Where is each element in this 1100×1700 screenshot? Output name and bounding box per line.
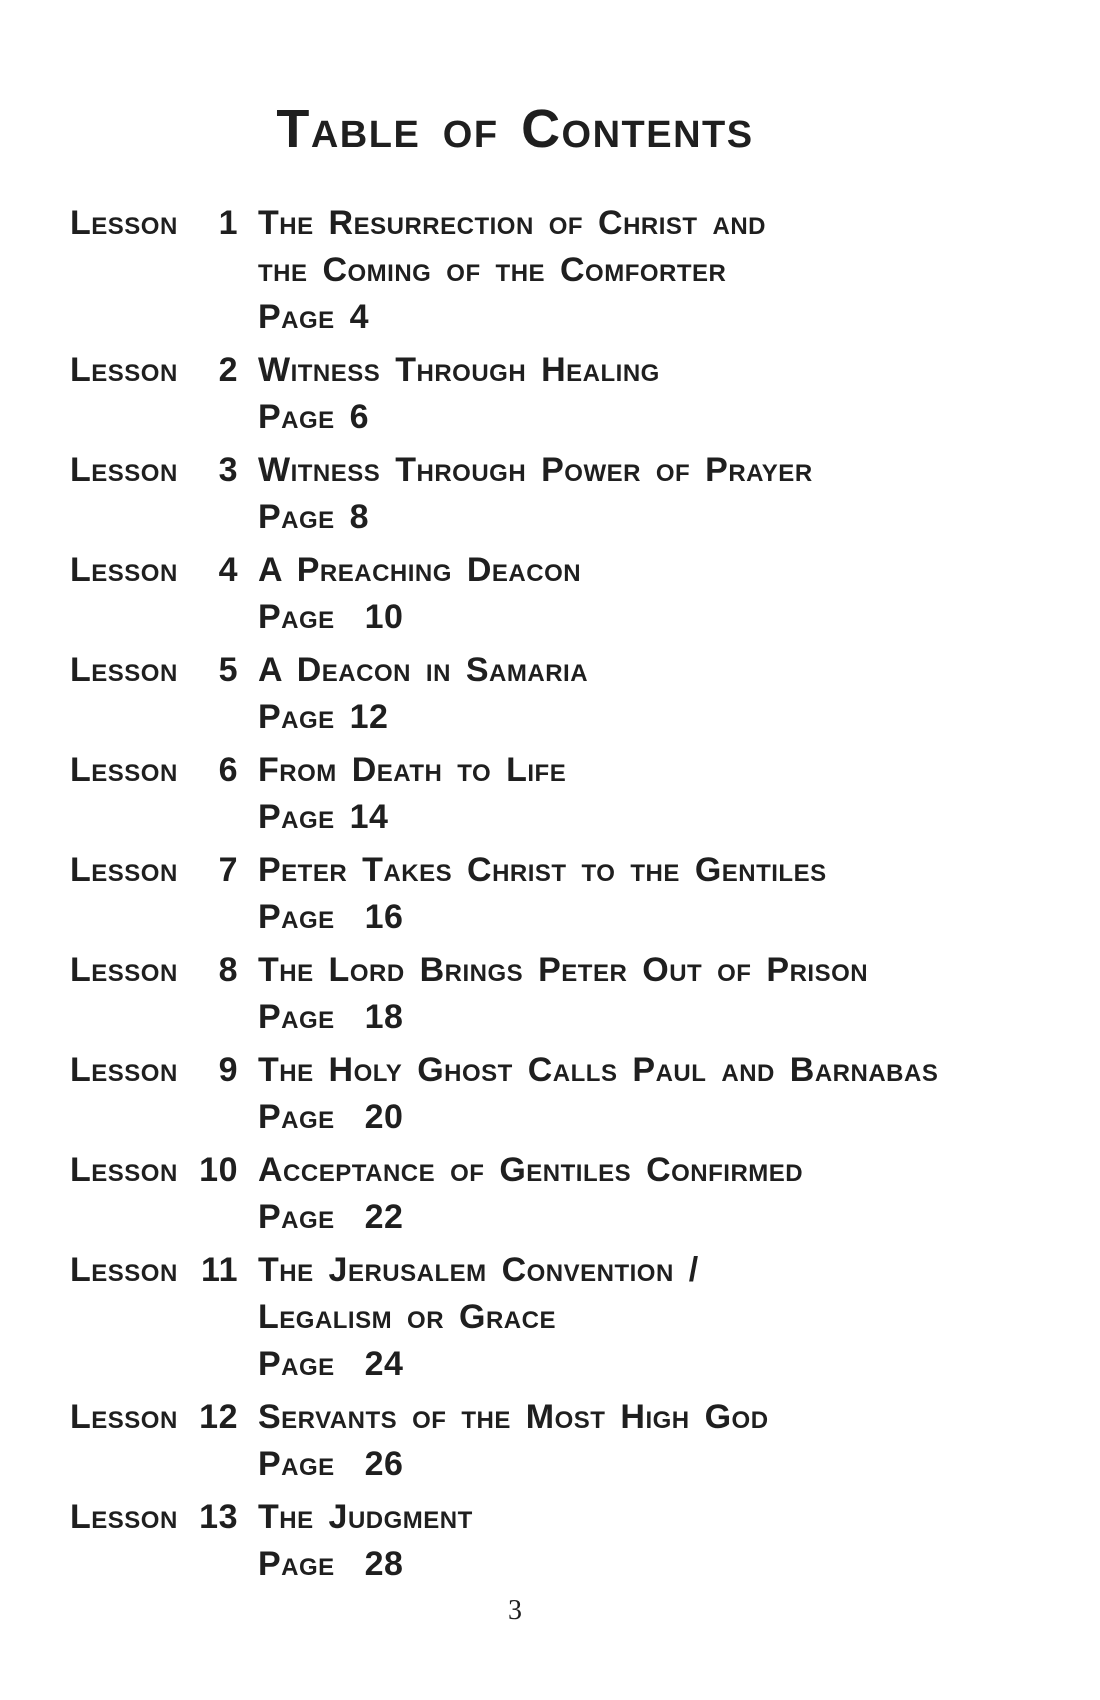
- lesson-entry-body: [242, 547, 1030, 641]
- lesson-number: 13: [199, 1498, 238, 1536]
- lesson-title-line: The Resurrection of Christ and: [258, 204, 767, 242]
- lesson-page-ref: Page 20: [258, 1098, 404, 1136]
- lesson-page-ref: Page 10: [258, 598, 404, 636]
- lesson-number: 7: [218, 851, 238, 889]
- toc-entry: [70, 447, 1030, 541]
- lesson-number: 9: [218, 1051, 238, 1089]
- lesson-page-ref: Page 6: [258, 398, 370, 436]
- lesson-title-line: A Preaching Deacon: [258, 551, 582, 589]
- lesson-label: Lesson: [70, 451, 178, 489]
- lesson-title: [258, 1394, 1030, 1441]
- lesson-label: Lesson: [70, 951, 178, 989]
- toc-entry: [70, 1247, 1030, 1388]
- toc-entry: [70, 347, 1030, 441]
- lesson-label: Lesson: [70, 751, 178, 789]
- lesson-number: 3: [218, 451, 238, 489]
- lesson-page-ref: Page 24: [258, 1345, 404, 1383]
- lesson-label: Lesson: [70, 651, 178, 689]
- lesson-title: [258, 1147, 1030, 1194]
- lesson-number: 11: [201, 1251, 238, 1289]
- lesson-number: 10: [199, 1151, 238, 1189]
- lesson-label: Lesson: [70, 551, 178, 589]
- lesson-entry-body: [242, 647, 1030, 741]
- lesson-entry-body: [242, 347, 1030, 441]
- lesson-page-ref: Page 18: [258, 998, 404, 1036]
- lesson-label: Lesson: [70, 1498, 178, 1536]
- lesson-title: [258, 1047, 1030, 1094]
- lesson-title: [258, 547, 1030, 594]
- lesson-number: 12: [199, 1398, 238, 1436]
- lesson-entry-body: [242, 747, 1030, 841]
- lesson-title-line: Acceptance of Gentiles Confirmed: [258, 1151, 804, 1189]
- lesson-entry-body: [242, 847, 1030, 941]
- toc-entry: [70, 200, 1030, 341]
- lesson-entry-body: [242, 1247, 1030, 1388]
- lesson-label: Lesson: [70, 1051, 178, 1089]
- lesson-number: 1: [218, 204, 238, 242]
- lesson-page-ref: Page 14: [258, 798, 389, 836]
- lesson-entry-body: [242, 200, 1030, 341]
- lesson-title: [258, 947, 1030, 994]
- lesson-title-line: The Jerusalem Convention /: [258, 1251, 699, 1289]
- lesson-entry-body: [242, 1394, 1030, 1488]
- lesson-title-line: the Coming of the Comforter: [258, 251, 727, 289]
- page-title: Table of Contents: [276, 99, 754, 159]
- lesson-number: 2: [218, 351, 238, 389]
- lesson-title-line: Witness Through Healing: [258, 351, 660, 389]
- toc-entry: [70, 1394, 1030, 1488]
- lesson-label: Lesson: [70, 851, 178, 889]
- footer-page-number: 3: [508, 1595, 522, 1626]
- lesson-page-ref: Page 26: [258, 1445, 404, 1483]
- lesson-entry-body: [242, 1147, 1030, 1241]
- lesson-label: Lesson: [70, 351, 178, 389]
- lesson-label: Lesson: [70, 1251, 178, 1289]
- lesson-title: [258, 647, 1030, 694]
- lesson-title-line: A Deacon in Samaria: [258, 651, 589, 689]
- lesson-entry-body: [242, 1047, 1030, 1141]
- lesson-title: [258, 1247, 1030, 1341]
- toc-entry: [70, 1047, 1030, 1141]
- toc-entry: [70, 1147, 1030, 1241]
- lesson-title: [258, 347, 1030, 394]
- lesson-label: Lesson: [70, 1151, 178, 1189]
- lesson-number: 8: [218, 951, 238, 989]
- lesson-number: 5: [218, 651, 238, 689]
- lesson-entry-body: [242, 1494, 1030, 1588]
- toc-entry: [70, 947, 1030, 1041]
- toc-entry: [70, 1494, 1030, 1588]
- lesson-title: [258, 1494, 1030, 1541]
- lesson-page-ref: Page 12: [258, 698, 389, 736]
- lesson-title-line: Servants of the Most High God: [258, 1398, 769, 1436]
- lesson-number: 6: [218, 751, 238, 789]
- toc-list: [70, 200, 1030, 1588]
- lesson-entry-body: [242, 447, 1030, 541]
- lesson-title: [258, 847, 1030, 894]
- lesson-page-ref: Page 16: [258, 898, 404, 936]
- lesson-title-line: Legalism or Grace: [258, 1298, 556, 1336]
- lesson-title: [258, 447, 1030, 494]
- toc-entry: [70, 847, 1030, 941]
- lesson-title-line: Peter Takes Christ to the Gentiles: [258, 851, 827, 889]
- lesson-title-line: From Death to Life: [258, 751, 567, 789]
- toc-entry: [70, 747, 1030, 841]
- lesson-title-line: The Holy Ghost Calls Paul and Barnabas: [258, 1051, 939, 1089]
- lesson-page-ref: Page 28: [258, 1545, 404, 1583]
- toc-entry: [70, 647, 1030, 741]
- lesson-entry-body: [242, 947, 1030, 1041]
- lesson-label: Lesson: [70, 204, 178, 242]
- lesson-title: [258, 200, 1030, 294]
- lesson-label: Lesson: [70, 1398, 178, 1436]
- lesson-title-line: The Lord Brings Peter Out of Prison: [258, 951, 869, 989]
- lesson-page-ref: Page 4: [258, 298, 370, 336]
- lesson-page-ref: Page 22: [258, 1198, 404, 1236]
- lesson-page-ref: Page 8: [258, 498, 370, 536]
- lesson-number: 4: [218, 551, 238, 589]
- lesson-title-line: Witness Through Power of Prayer: [258, 451, 813, 489]
- toc-entry: [70, 547, 1030, 641]
- lesson-title: [258, 747, 1030, 794]
- lesson-title-line: The Judgment: [258, 1498, 473, 1536]
